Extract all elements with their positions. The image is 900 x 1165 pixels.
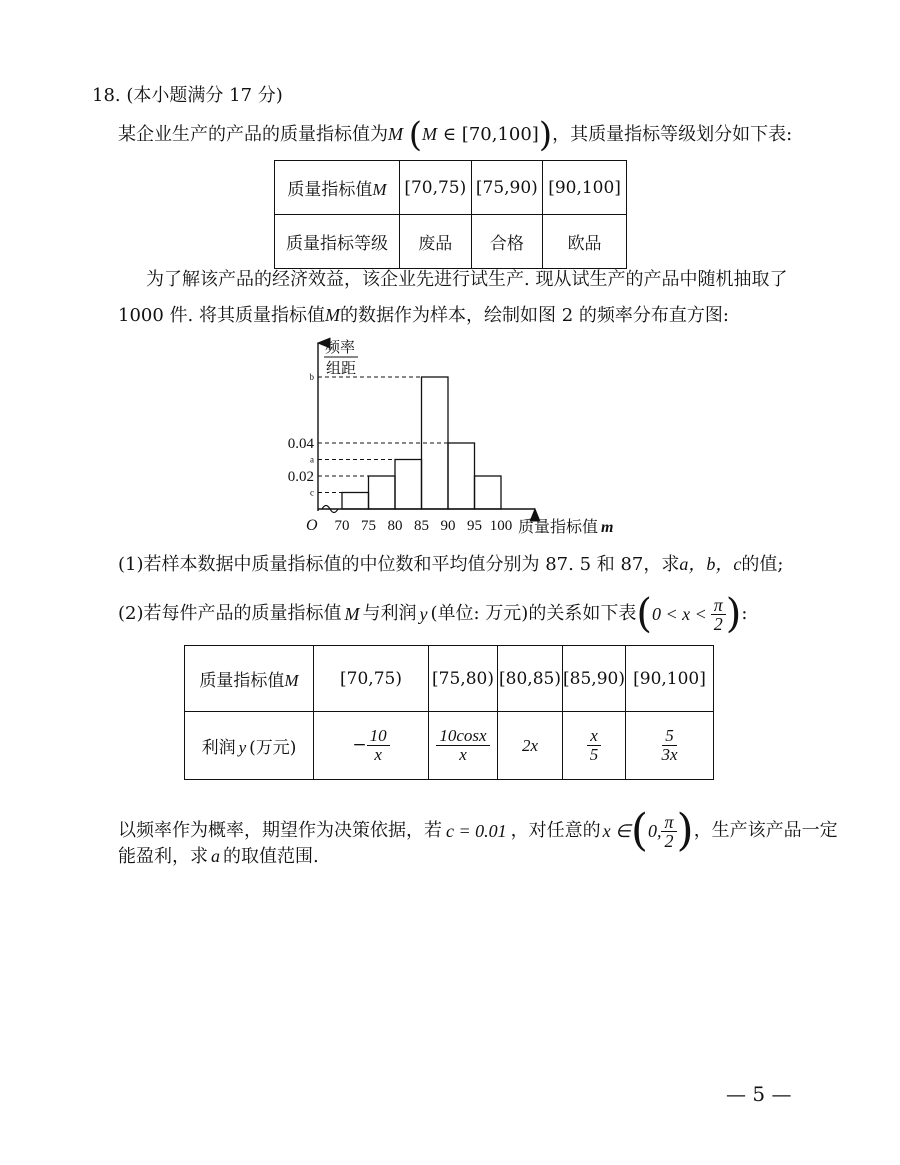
closing-line2: 能盈利，求 a 的取值范围. bbox=[118, 846, 319, 867]
condition-c: c = 0.01 bbox=[446, 821, 507, 841]
profit-cell: $\frac{x}{5}$ bbox=[563, 712, 626, 780]
profit-range-cell: [75,80) bbox=[429, 646, 498, 712]
pi-over-2: $\frac{\pi}{2}$ bbox=[711, 596, 726, 633]
para2-line1: 为了解该产品的经济效益，该企业先进行试生产. 现从试生产的产品中随机抽取了 bbox=[146, 269, 788, 290]
histogram-chart bbox=[280, 335, 660, 535]
intro-tail: ，其质量指标等级划分如下表: bbox=[552, 124, 793, 145]
profit-cell: $\frac{10\cos x}{x}$ bbox=[429, 712, 498, 780]
histogram-bar bbox=[369, 476, 396, 509]
left-paren: ( bbox=[408, 115, 422, 155]
left-paren: ( bbox=[630, 805, 648, 856]
histogram-bar bbox=[448, 443, 475, 509]
profit-table-header: 质量指标值M bbox=[185, 646, 314, 712]
y-axis-label-bottom: 组距 bbox=[325, 361, 357, 377]
y-tick-label: b bbox=[309, 372, 314, 382]
score-note: (本小题满分 17 分) bbox=[126, 85, 283, 106]
grade-range-cell: [75,90) bbox=[471, 161, 543, 215]
grade-table-header: 质量指标值M bbox=[275, 161, 400, 215]
x-tick-label: 90 bbox=[440, 518, 456, 534]
var-M: M bbox=[324, 305, 340, 325]
var-y: y bbox=[419, 604, 428, 624]
q1-vars: a，b，c bbox=[679, 554, 742, 574]
profit-range-cell: [70,75) bbox=[314, 646, 429, 712]
para2-line2: 1000 件. 将其质量指标值M的数据作为样本，绘制如图 2 的频率分布直方图: bbox=[118, 305, 729, 326]
grade-range-cell: [70,75) bbox=[400, 161, 472, 215]
var-M: M bbox=[344, 604, 360, 624]
problem-header bbox=[92, 84, 283, 108]
x-axis-label-var: m bbox=[601, 519, 614, 535]
question-2: (2)若每件产品的质量指标值 M 与利润 y (单位: 万元)的关系如下表 ( 0 < x < $\frac{\pi}{2}$ ) : bbox=[118, 591, 748, 637]
y-axis-label-top: 频率 bbox=[324, 340, 356, 356]
x-axis-label: 质量指标值 bbox=[518, 519, 599, 535]
y-tick-label: 0.02 bbox=[287, 469, 314, 485]
profit-range-cell: [85,90) bbox=[563, 646, 626, 712]
y-tick-label: 0.04 bbox=[287, 436, 314, 452]
histogram-bar bbox=[395, 460, 422, 510]
closing-line1: 以频率作为概率，期望作为决策依据，若 c = 0.01 ，对任意的 x ∈ ( 0, $\frac{\pi}{2}$ ) ，生产该产品一定 bbox=[118, 805, 838, 856]
grade-table bbox=[274, 160, 627, 269]
grade-cell: 欧品 bbox=[543, 215, 627, 269]
profit-cell: $\frac{5}{3x}$ bbox=[626, 712, 714, 780]
profit-range-cell: [90,100] bbox=[626, 646, 714, 712]
var-M: M bbox=[388, 124, 403, 144]
grade-cell: 合格 bbox=[471, 215, 543, 269]
x-tick-label: 70 bbox=[334, 518, 350, 534]
right-paren: ) bbox=[676, 805, 694, 856]
condition-x: 0 < x < bbox=[651, 604, 707, 624]
question-1: (1)若样本数据中质量指标值的中位数和平均值分别为 87. 5 和 87，求a，b，c的值; bbox=[118, 554, 784, 575]
left-paren: ( bbox=[636, 591, 652, 637]
x-tick-label: 80 bbox=[387, 518, 403, 534]
origin-label: O bbox=[306, 517, 318, 534]
var-M-inner: M bbox=[422, 124, 437, 144]
interval-70-100: [70,100] bbox=[461, 124, 539, 145]
x-tick-label: 100 bbox=[489, 518, 513, 534]
var-a: a bbox=[211, 846, 220, 866]
element-of-symbol: ∈ bbox=[442, 124, 457, 145]
problem-number: 18. bbox=[92, 85, 121, 106]
pi-over-2: $\frac{\pi}{2}$ bbox=[661, 813, 676, 850]
page-number: — 5 — bbox=[726, 1082, 792, 1106]
grade-range-cell: [90,100] bbox=[543, 161, 627, 215]
right-paren: ) bbox=[725, 591, 742, 637]
grade-cell: 废品 bbox=[400, 215, 472, 269]
x-tick-label: 75 bbox=[361, 518, 376, 534]
y-tick-label: a bbox=[310, 454, 314, 465]
intro-line bbox=[118, 115, 793, 155]
profit-cell: 2x bbox=[498, 712, 563, 780]
right-paren: ) bbox=[538, 115, 553, 155]
grade-row-label: 质量指标等级 bbox=[275, 215, 400, 269]
profit-cell: − $\frac{10}{x}$ bbox=[314, 712, 429, 780]
y-tick-label: c bbox=[310, 487, 314, 498]
x-tick-label: 85 bbox=[414, 518, 429, 534]
x-tick-label: 95 bbox=[467, 518, 482, 534]
profit-row-label: 利润 y (万元) bbox=[185, 712, 314, 780]
profit-range-cell: [80,85) bbox=[498, 646, 563, 712]
profit-table bbox=[184, 645, 714, 780]
intro-text: 某企业生产的产品的质量指标值为 bbox=[118, 124, 388, 145]
histogram-bar bbox=[342, 493, 369, 510]
x-element-of: x ∈ bbox=[602, 821, 631, 841]
histogram-bar bbox=[475, 476, 502, 509]
